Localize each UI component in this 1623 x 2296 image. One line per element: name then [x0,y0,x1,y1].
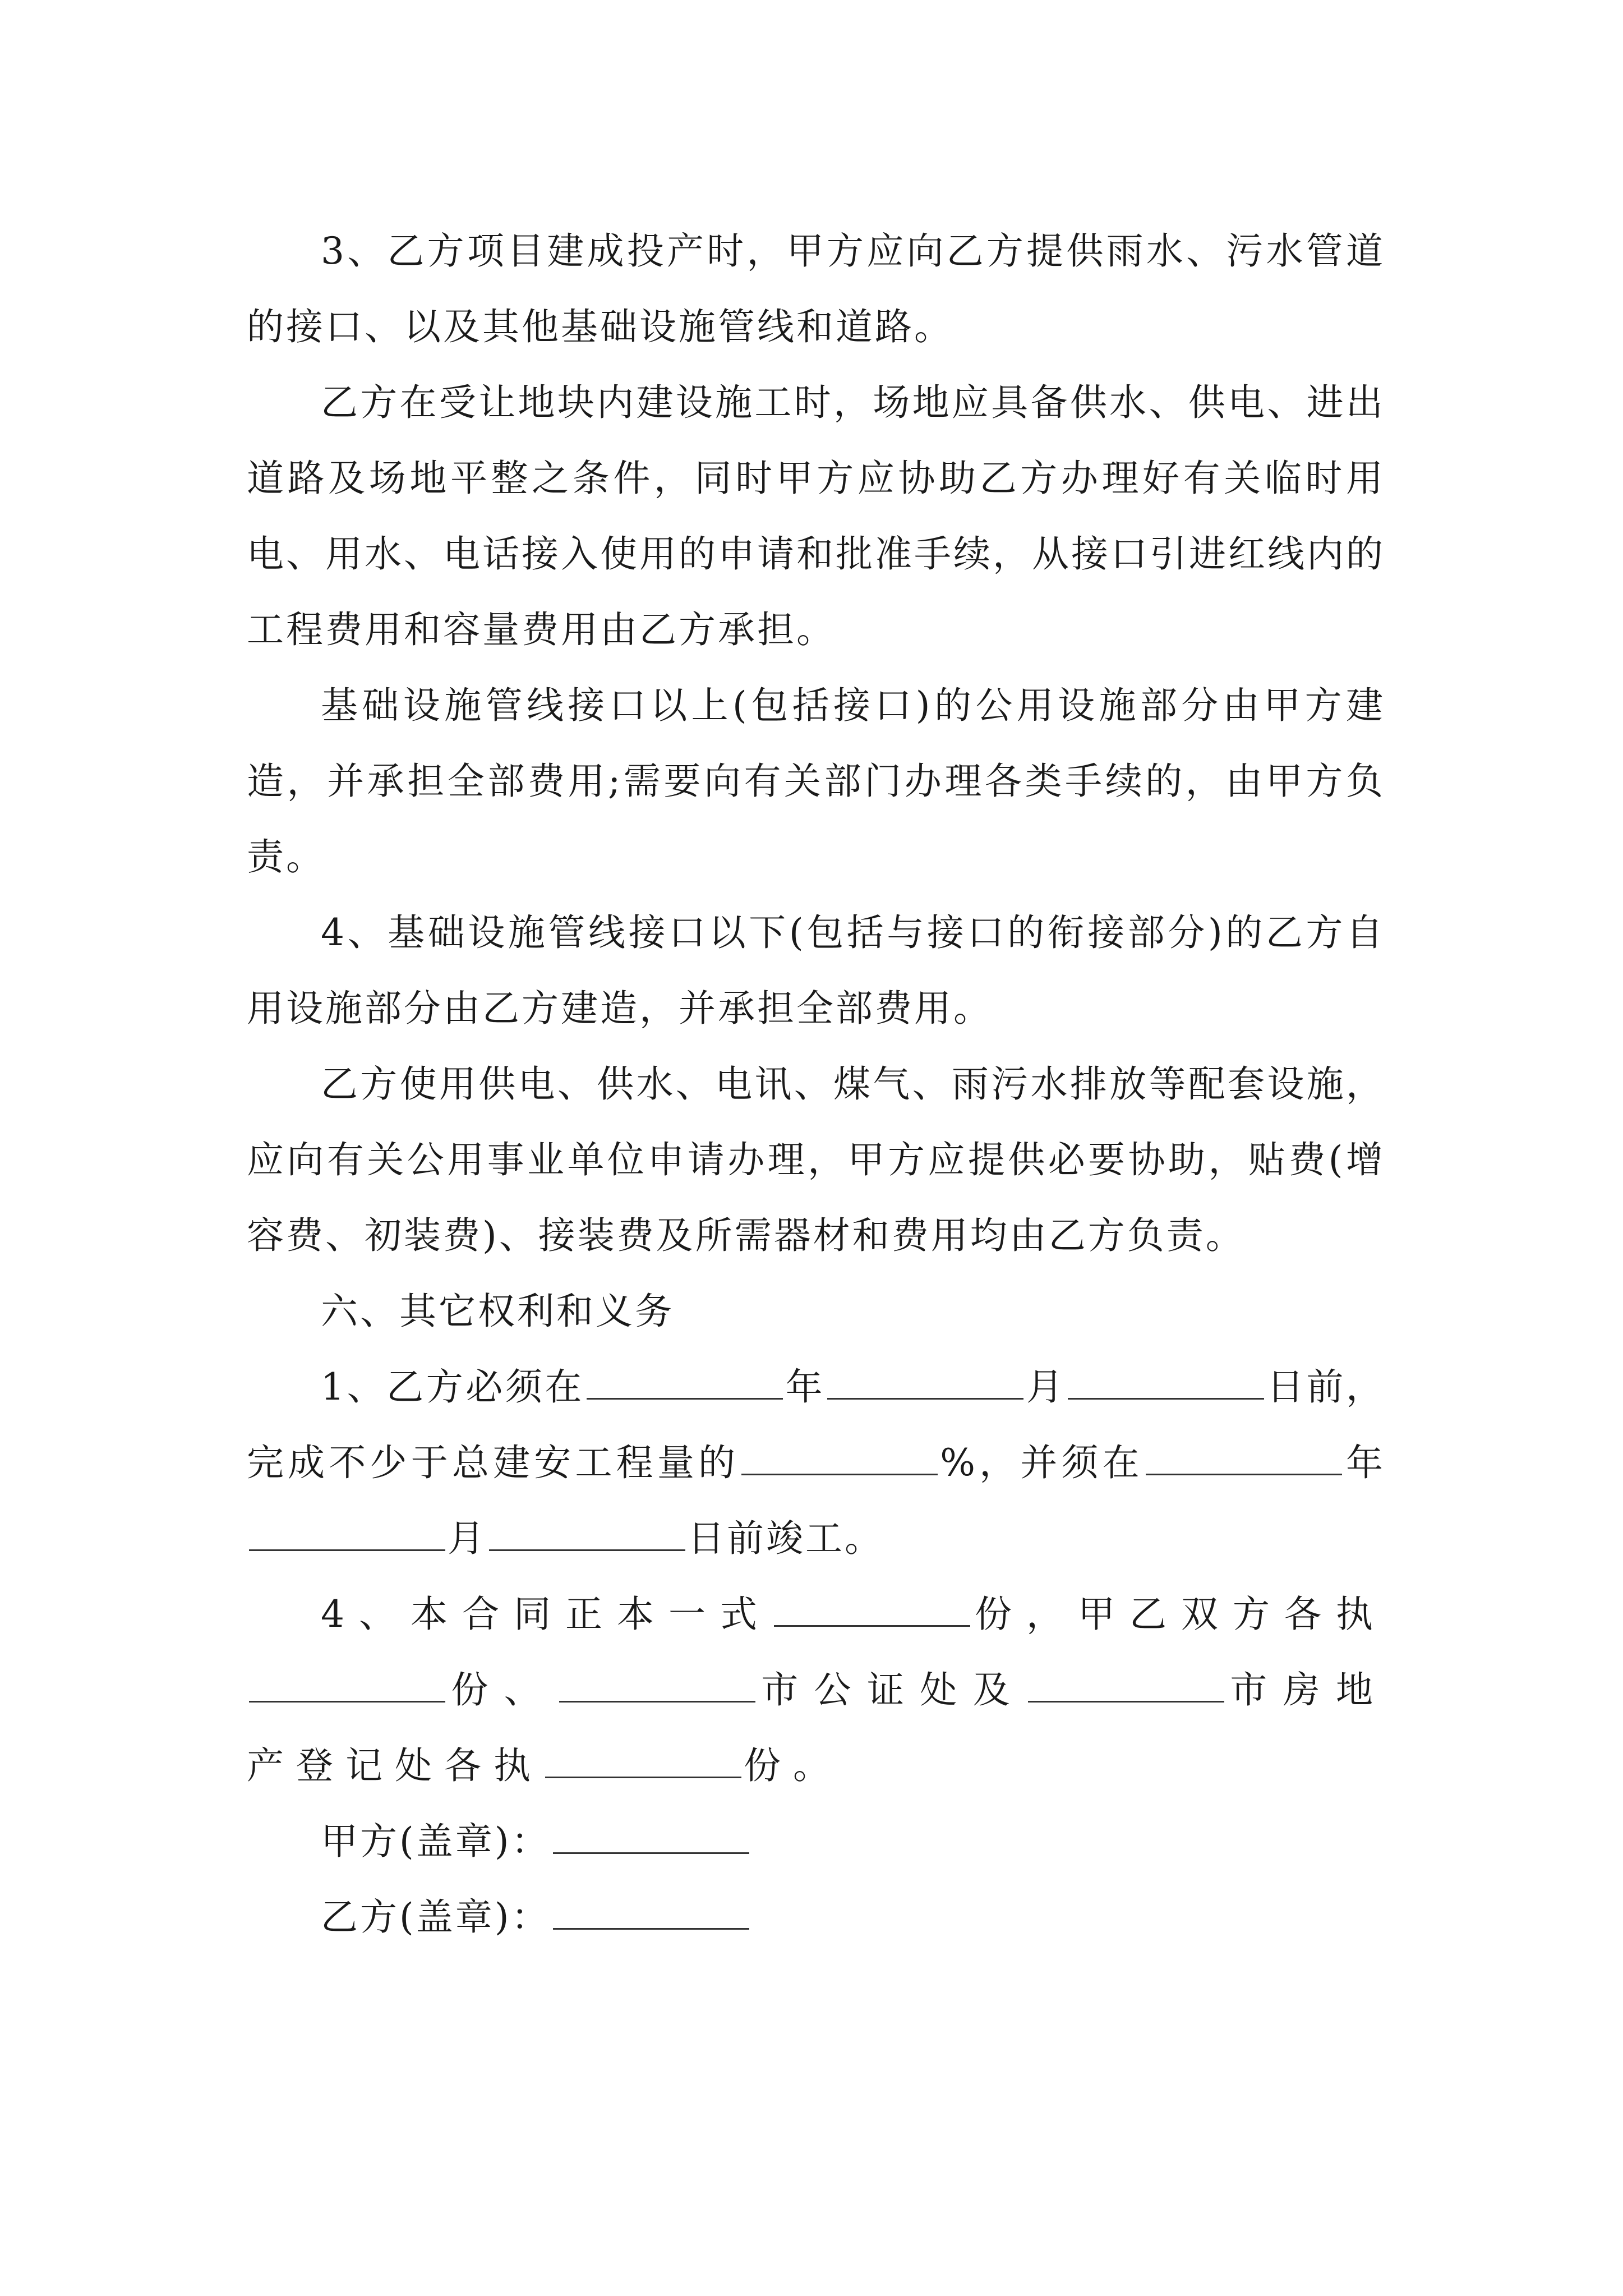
blank-field[interactable] [249,1514,445,1551]
blank-field[interactable] [1068,1363,1264,1400]
clause-text: 日前，完成不少于总建安工程量的 [247,1365,1386,1484]
blank-field[interactable] [489,1514,685,1551]
paragraph-public-facilities: 基础设施管线接口以上(包括接口)的公用设施部分由甲方建造，并承担全部费用;需要向有关部门办理各类手续的，由甲方负责。 [247,684,1385,878]
clause-text: 4、本合同正本一式 [321,1593,772,1636]
clause-text: 日前竣工。 [688,1517,884,1560]
clause-completion-deadline [247,1349,1385,1576]
blank-field[interactable] [587,1363,783,1400]
clause-contract-copies [247,1576,1385,1803]
signature-label: 乙方(盖章)： [321,1895,551,1939]
blank-field[interactable] [545,1741,741,1778]
signature-label: 甲方(盖章)： [321,1820,551,1863]
clause-text: 份、 [448,1668,557,1711]
blank-field[interactable] [1146,1438,1342,1475]
blank-field[interactable] [827,1363,1023,1400]
clause-text: 年 [785,1365,826,1409]
document-body [247,213,1385,1955]
clause-text: 月 [1026,1365,1066,1409]
clause-text: %，并须在 [940,1441,1144,1484]
clause-text: 市公证处及 [758,1668,1026,1711]
paragraph-construction-conditions: 乙方在受让地块内建设施工时，场地应具备供水、供电、进出道路及场地平整之条件，同时甲方应协助乙方办理好有关临时用电、用水、电话接入使用的申请和批准手续，从接口引进红线内的工程费用和容量费用由乙方承担。 [247,381,1385,651]
clause-text: 份。 [744,1744,842,1787]
signature-party-b [247,1879,1385,1955]
signature-field[interactable] [553,1893,749,1930]
clause-text: 1、乙方必须在 [321,1365,584,1409]
blank-field[interactable] [559,1665,755,1703]
section-heading-6: 六、其它权利和义务 [321,1290,674,1333]
blank-field[interactable] [249,1665,445,1703]
clause-text: 年 [1344,1441,1385,1484]
clause-text: 市房地产登记处各执 [247,1668,1385,1787]
signature-party-a [247,1803,1385,1879]
paragraph-item-3: 3、乙方项目建成投产时，甲方应向乙方提供雨水、污水管道的接口、以及其他基础设施管线和道路。 [247,229,1385,348]
blank-field[interactable] [774,1590,970,1627]
clause-text: 份，甲乙双方各执 [972,1593,1385,1636]
signature-field[interactable] [553,1817,749,1854]
paragraph-utility-application: 乙方使用供电、供水、电讯、煤气、雨污水排放等配套设施，应向有关公用事业单位申请办理，甲方应提供必要协助，贴费(增容费、初装费)、接装费及所需器材和费用均由乙方负责。 [247,1062,1385,1257]
paragraph-item-4: 4、基础设施管线接口以下(包括与接口的衔接部分)的乙方自用设施部分由乙方建造，并承担全部费用。 [247,911,1385,1030]
clause-text: 月 [448,1517,487,1560]
blank-field[interactable] [741,1438,938,1475]
blank-field[interactable] [1028,1665,1224,1703]
